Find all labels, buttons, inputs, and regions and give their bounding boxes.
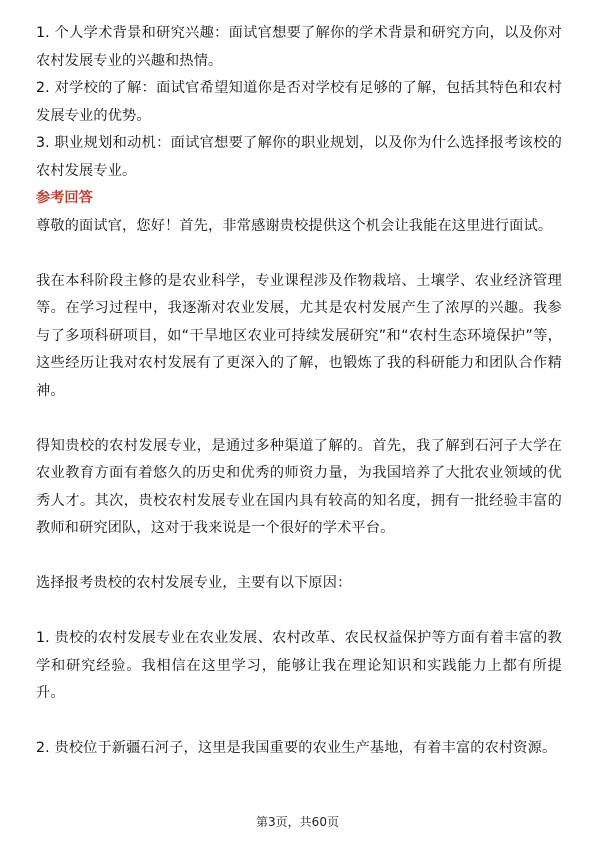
answer-paragraph-background: 我在本科阶段主修的是农业科学，专业课程涉及作物栽培、土壤学、农业经济管理等。在学习过程中，我逐渐对农业发展，尤其是农村发展产生了浓厚的兴趣。我参与了多项科研项目，如“干旱地区农业可持续发展研究”和“农村生态环境保护”等，这些经历让我对农村发展有了更深入的了解，也锻炼了我的科研能力和团队合作精神。 — [36, 272, 562, 399]
answer-heading: 参考回答 — [36, 190, 93, 206]
paragraph-gap — [36, 240, 562, 268]
page-number: 第3页，共60页 — [256, 815, 339, 829]
question-item-2: 2. 对学校的了解：面试官希望知道你是否对学校有足够的了解，包括其特色和农村发展专业的优势。 — [36, 80, 562, 124]
answer-paragraph-greeting: 尊敬的面试官，您好！首先，非常感谢贵校提供这个机会让我能在这里进行面试。 — [36, 217, 553, 234]
answer-paragraph-school: 得知贵校的农村发展专业，是通过多种渠道了解的。首先，我了解到石河子大学在农业教育方面有着悠久的历史和优秀的师资力量，为我国培养了大批农业领域的优秀人才。其次，贵校农村发展专业在国内具有较高的知名度，拥有一批经验丰富的教师和研究团队，这对于我来说是一个很好的学术平台。 — [36, 437, 562, 536]
answer-reason-1: 1. 贵校的农村发展专业在农业发展、农村改革、农民权益保护等方面有着丰富的教学和研究经验。我相信在这里学习，能够让我在理论知识和实践能力上都有所提升。 — [36, 630, 562, 701]
document-body — [36, 20, 562, 763]
paragraph-gap — [36, 405, 562, 433]
paragraph-gap — [36, 598, 562, 626]
question-item-3: 3. 职业规划和动机：面试官想要了解你的职业规划，以及你为什么选择报考该校的农村发展专业。 — [36, 135, 562, 179]
answer-reason-2: 2. 贵校位于新疆石河子，这里是我国重要的农业生产基地，有着丰富的农村资源。 — [36, 740, 557, 756]
answer-paragraph-reasons-intro: 选择报考贵校的农村发展专业，主要有以下原因： — [36, 575, 352, 591]
paragraph-gap — [36, 708, 562, 736]
paragraph-gap — [36, 543, 562, 571]
question-item-1: 1. 个人学术背景和研究兴趣：面试官想要了解你的学术背景和研究方向，以及你对农村发展专业的兴趣和热情。 — [36, 25, 562, 69]
